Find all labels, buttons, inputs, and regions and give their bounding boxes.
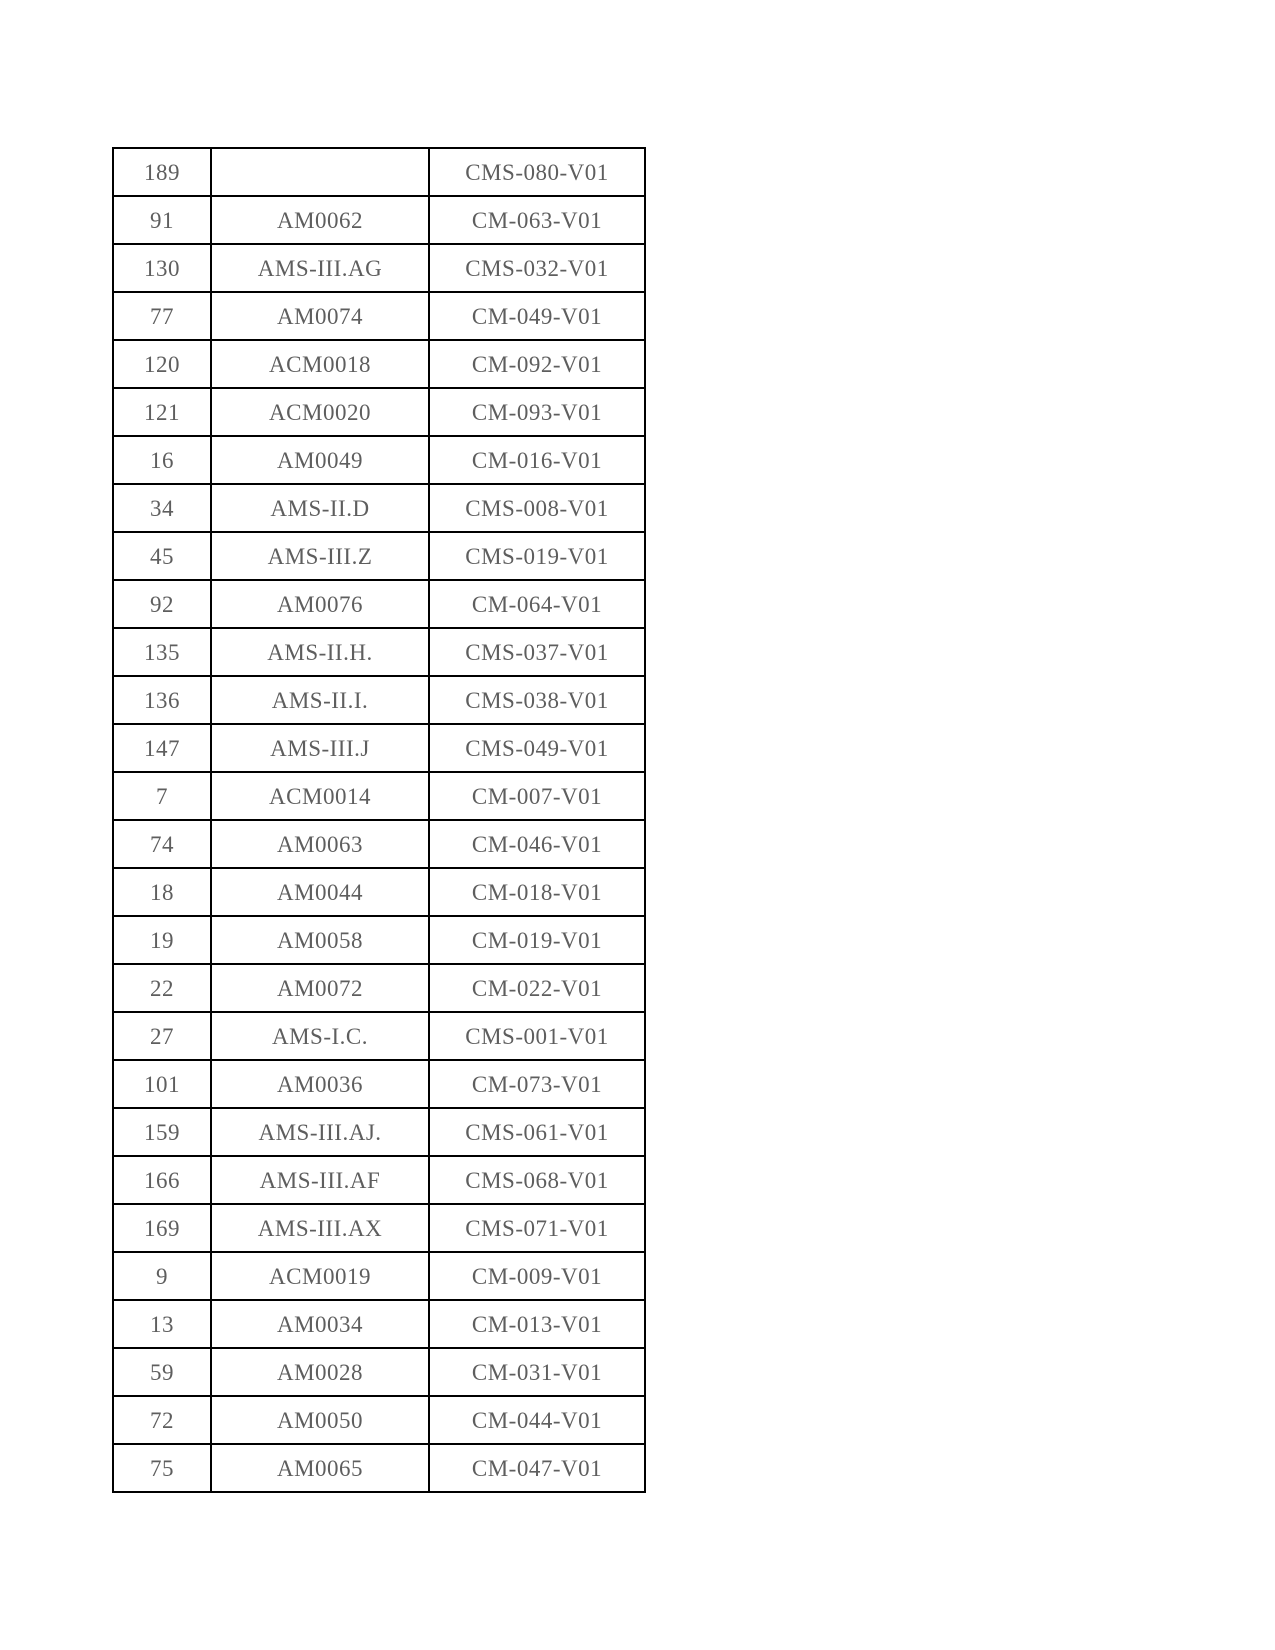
- table-row: [113, 628, 645, 676]
- table-row: [113, 292, 645, 340]
- table-row: [113, 484, 645, 532]
- row-number-cell: 45: [113, 532, 211, 580]
- table-row: [113, 196, 645, 244]
- row-number-cell: 147: [113, 724, 211, 772]
- row-number-cell: 130: [113, 244, 211, 292]
- methodology-cell: AMS-II.H.: [211, 628, 429, 676]
- row-number-cell: 75: [113, 1444, 211, 1492]
- methodology-cell: AMS-II.D: [211, 484, 429, 532]
- methodology-cell: ACM0014: [211, 772, 429, 820]
- mapped-code-cell: CM-007-V01: [429, 772, 645, 820]
- table-row: [113, 1060, 645, 1108]
- row-number-cell: 16: [113, 436, 211, 484]
- row-number-cell: 59: [113, 1348, 211, 1396]
- table-row: [113, 148, 645, 196]
- methodology-cell: AM0049: [211, 436, 429, 484]
- mapped-code-cell: CM-044-V01: [429, 1396, 645, 1444]
- mapped-code-cell: CM-031-V01: [429, 1348, 645, 1396]
- row-number-cell: 135: [113, 628, 211, 676]
- mapped-code-cell: CM-046-V01: [429, 820, 645, 868]
- methodology-cell: AMS-III.AJ.: [211, 1108, 429, 1156]
- methodology-cell: AMS-III.AX: [211, 1204, 429, 1252]
- mapped-code-cell: CMS-008-V01: [429, 484, 645, 532]
- methodology-cell: ACM0019: [211, 1252, 429, 1300]
- mapped-code-cell: CM-049-V01: [429, 292, 645, 340]
- row-number-cell: 169: [113, 1204, 211, 1252]
- mapped-code-cell: CM-019-V01: [429, 916, 645, 964]
- row-number-cell: 189: [113, 148, 211, 196]
- table-row: [113, 772, 645, 820]
- methodology-cell: AM0065: [211, 1444, 429, 1492]
- mapped-code-cell: CM-016-V01: [429, 436, 645, 484]
- methodology-cell: AMS-III.AF: [211, 1156, 429, 1204]
- mapped-code-cell: CM-022-V01: [429, 964, 645, 1012]
- table-row: [113, 724, 645, 772]
- methodology-cell: AM0074: [211, 292, 429, 340]
- table-row: [113, 916, 645, 964]
- table-row: [113, 580, 645, 628]
- table-row: [113, 1444, 645, 1492]
- methodology-mapping-table: [112, 147, 646, 1493]
- mapped-code-cell: CM-073-V01: [429, 1060, 645, 1108]
- row-number-cell: 101: [113, 1060, 211, 1108]
- methodology-cell: AM0076: [211, 580, 429, 628]
- methodology-cell: AM0058: [211, 916, 429, 964]
- methodology-cell: AMS-III.AG: [211, 244, 429, 292]
- row-number-cell: 91: [113, 196, 211, 244]
- row-number-cell: 136: [113, 676, 211, 724]
- row-number-cell: 22: [113, 964, 211, 1012]
- table-row: [113, 820, 645, 868]
- mapped-code-cell: CMS-019-V01: [429, 532, 645, 580]
- row-number-cell: 7: [113, 772, 211, 820]
- table-row: [113, 1300, 645, 1348]
- mapped-code-cell: CMS-068-V01: [429, 1156, 645, 1204]
- mapped-code-cell: CM-063-V01: [429, 196, 645, 244]
- methodology-cell: AM0063: [211, 820, 429, 868]
- mapped-code-cell: CM-047-V01: [429, 1444, 645, 1492]
- row-number-cell: 9: [113, 1252, 211, 1300]
- mapped-code-cell: CM-093-V01: [429, 388, 645, 436]
- row-number-cell: 72: [113, 1396, 211, 1444]
- table-row: [113, 1204, 645, 1252]
- mapped-code-cell: CMS-037-V01: [429, 628, 645, 676]
- methodology-cell: AMS-II.I.: [211, 676, 429, 724]
- methodology-cell: AM0062: [211, 196, 429, 244]
- row-number-cell: 121: [113, 388, 211, 436]
- row-number-cell: 13: [113, 1300, 211, 1348]
- row-number-cell: 27: [113, 1012, 211, 1060]
- methodology-cell: AM0034: [211, 1300, 429, 1348]
- row-number-cell: 19: [113, 916, 211, 964]
- table-row: [113, 1396, 645, 1444]
- table-body: [113, 148, 645, 1492]
- row-number-cell: 120: [113, 340, 211, 388]
- table-row: [113, 676, 645, 724]
- row-number-cell: 18: [113, 868, 211, 916]
- row-number-cell: 77: [113, 292, 211, 340]
- methodology-cell: AMS-III.Z: [211, 532, 429, 580]
- table-row: [113, 244, 645, 292]
- mapped-code-cell: CM-013-V01: [429, 1300, 645, 1348]
- table-row: [113, 1348, 645, 1396]
- methodology-cell: AMS-I.C.: [211, 1012, 429, 1060]
- mapped-code-cell: CMS-001-V01: [429, 1012, 645, 1060]
- table-row: [113, 1252, 645, 1300]
- methodology-cell: ACM0020: [211, 388, 429, 436]
- row-number-cell: 159: [113, 1108, 211, 1156]
- table-row: [113, 340, 645, 388]
- mapped-code-cell: CM-018-V01: [429, 868, 645, 916]
- mapped-code-cell: CMS-071-V01: [429, 1204, 645, 1252]
- methodology-cell: AM0036: [211, 1060, 429, 1108]
- table-row: [113, 436, 645, 484]
- table-row: [113, 1108, 645, 1156]
- methodology-cell: AM0044: [211, 868, 429, 916]
- mapped-code-cell: CMS-049-V01: [429, 724, 645, 772]
- mapped-code-cell: CM-092-V01: [429, 340, 645, 388]
- mapped-code-cell: CMS-061-V01: [429, 1108, 645, 1156]
- table-row: [113, 964, 645, 1012]
- methodology-cell: AM0072: [211, 964, 429, 1012]
- mapped-code-cell: CMS-038-V01: [429, 676, 645, 724]
- methodology-cell: AM0050: [211, 1396, 429, 1444]
- row-number-cell: 92: [113, 580, 211, 628]
- table-row: [113, 532, 645, 580]
- methodology-cell: ACM0018: [211, 340, 429, 388]
- methodology-cell: AM0028: [211, 1348, 429, 1396]
- table-row: [113, 1156, 645, 1204]
- table-row: [113, 388, 645, 436]
- row-number-cell: 34: [113, 484, 211, 532]
- mapped-code-cell: CMS-080-V01: [429, 148, 645, 196]
- mapped-code-cell: CM-009-V01: [429, 1252, 645, 1300]
- methodology-cell: [211, 148, 429, 196]
- table-row: [113, 868, 645, 916]
- methodology-cell: AMS-III.J: [211, 724, 429, 772]
- row-number-cell: 74: [113, 820, 211, 868]
- row-number-cell: 166: [113, 1156, 211, 1204]
- table-row: [113, 1012, 645, 1060]
- mapped-code-cell: CM-064-V01: [429, 580, 645, 628]
- mapped-code-cell: CMS-032-V01: [429, 244, 645, 292]
